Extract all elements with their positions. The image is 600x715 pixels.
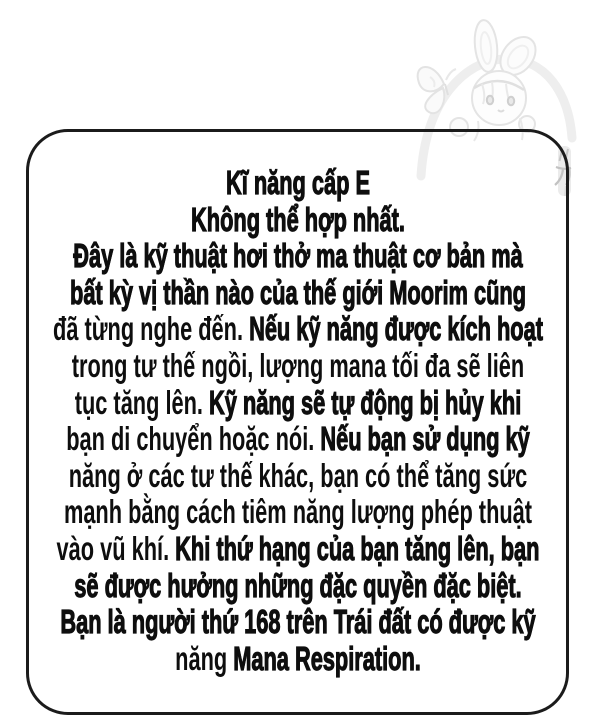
text-line-8: [34, 421, 562, 458]
text-segment: Đây là kỹ thuật hơi thở ma thuật cơ bản mà: [72, 237, 523, 275]
text-segment: Kĩ năng cấp E: [225, 164, 370, 201]
text-segment: Kỹ năng sẽ tự động bị hủy khi: [208, 383, 521, 421]
text-segment: Nếu bạn sử dụng kỹ: [319, 420, 530, 458]
text-line-12: [34, 568, 562, 605]
text-segment: năng: [174, 639, 233, 677]
text-line-2: [34, 202, 562, 239]
text-segment: Không thể hợp nhất.: [190, 200, 405, 238]
text-line-5: [34, 311, 562, 348]
text-line-1: [34, 165, 562, 202]
text-segment: tục tăng lên.: [74, 383, 209, 421]
text-segment: Khi thứ hạng của bạn tăng lên, bạn: [174, 529, 539, 567]
text-line-11: [34, 531, 562, 568]
text-segment: bạn di chuyển hoặc nói.: [65, 420, 320, 458]
text-segment: trong tư thế ngồi, lượng mana tối đa sẽ liên: [71, 346, 524, 384]
text-segment: Bạn là người thứ 168 trên Trái đất có được kỹ: [59, 603, 536, 641]
text-segment: Mana Respiration.: [232, 639, 421, 677]
text-line-7: [34, 385, 562, 422]
text-segment: bất kỳ vị thần nào của thế giới Moorim cũng: [69, 273, 526, 311]
text-segment: sẽ được hưởng những đặc quyền đặc biệt.: [73, 566, 522, 604]
text-segment: đã từng nghe đến.: [52, 310, 249, 348]
skill-description-text: [34, 165, 562, 677]
text-line-4: [34, 275, 562, 312]
text-line-3: [34, 238, 562, 275]
text-line-9: [34, 458, 562, 495]
text-segment: Nếu kỹ năng được kích hoạt: [248, 310, 543, 348]
text-segment: năng ở các tư thế khác, bạn có thể tăng sức: [68, 456, 527, 494]
text-line-13: [34, 604, 562, 641]
text-segment: vào vũ khí.: [56, 529, 175, 567]
text-line-6: [34, 348, 562, 385]
text-line-14: [34, 641, 562, 678]
text-line-10: [34, 494, 562, 531]
skill-info-panel: [26, 129, 569, 715]
text-segment: mạnh bằng cách tiêm năng lượng phép thuật: [63, 493, 532, 531]
